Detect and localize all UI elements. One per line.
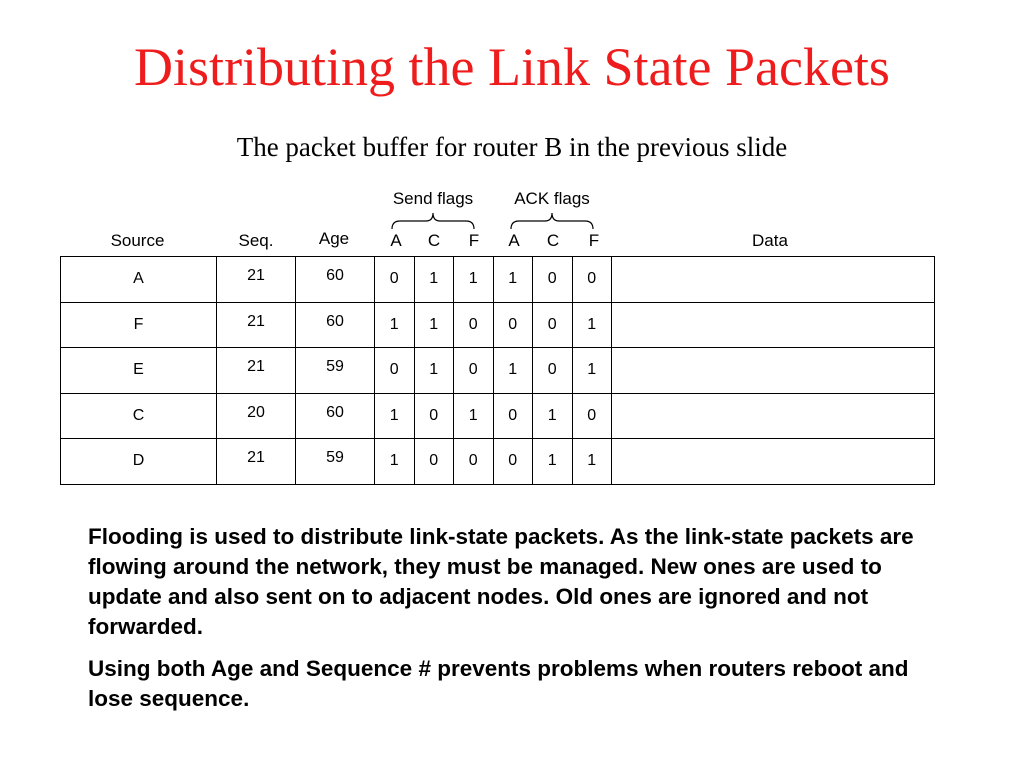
send-c-cell: 0 xyxy=(414,393,454,439)
ack-flags-brace xyxy=(509,209,595,231)
seq-value: 21 xyxy=(247,358,265,376)
header-data: Data xyxy=(752,231,788,250)
header-age: Age xyxy=(318,229,350,248)
age-value: 59 xyxy=(326,449,344,467)
source-cell: C xyxy=(61,393,217,439)
ack-c-cell: 0 xyxy=(533,302,573,348)
ack-a-cell: 0 xyxy=(493,302,533,348)
age-cell xyxy=(296,257,375,303)
seq-cell xyxy=(217,393,296,439)
ack-c-cell: 0 xyxy=(533,348,573,394)
body-paragraph-age-sequence: Using both Age and Sequence # prevents problems when routers reboot and lose sequence. xyxy=(88,656,909,711)
age-value: 60 xyxy=(326,267,344,285)
table-row xyxy=(61,393,935,439)
slide-subtitle: The packet buffer for router B in the previous slide xyxy=(236,132,788,162)
data-cell xyxy=(612,302,935,348)
seq-cell xyxy=(217,348,296,394)
ack-c-cell: 0 xyxy=(533,257,573,303)
send-flags-label: Send flags xyxy=(392,189,474,208)
ack-c-cell: 1 xyxy=(533,393,573,439)
ack-a-cell: 1 xyxy=(493,348,533,394)
send-f-cell: 0 xyxy=(454,302,494,348)
table-row xyxy=(61,348,935,394)
seq-value: 21 xyxy=(247,312,265,330)
header-seq: Seq. xyxy=(238,231,274,250)
age-value: 59 xyxy=(326,358,344,376)
source-cell: A xyxy=(61,257,217,303)
header-send-c: C xyxy=(427,231,441,250)
send-a-cell: 0 xyxy=(375,257,415,303)
send-a-cell: 1 xyxy=(375,393,415,439)
slide-body xyxy=(88,522,948,726)
data-cell xyxy=(612,257,935,303)
ack-c-cell: 1 xyxy=(533,439,573,485)
ack-a-cell: 0 xyxy=(493,393,533,439)
header-source: Source xyxy=(110,231,165,250)
header-ack-c: C xyxy=(546,231,560,250)
seq-cell xyxy=(217,302,296,348)
header-ack-a: A xyxy=(508,231,520,250)
send-f-cell: 0 xyxy=(454,439,494,485)
ack-f-cell: 0 xyxy=(572,393,612,439)
data-cell xyxy=(612,393,935,439)
source-cell: F xyxy=(61,302,217,348)
send-c-cell: 1 xyxy=(414,302,454,348)
age-cell xyxy=(296,348,375,394)
age-cell xyxy=(296,393,375,439)
table-row xyxy=(61,257,935,303)
seq-value: 20 xyxy=(247,403,265,421)
age-cell xyxy=(296,302,375,348)
ack-f-cell: 1 xyxy=(572,302,612,348)
send-c-cell: 0 xyxy=(414,439,454,485)
send-flags-brace xyxy=(390,209,476,231)
send-f-cell: 1 xyxy=(454,257,494,303)
body-paragraph-flooding: Flooding is used to distribute link-state packets. As the link-state packets are flowing around the network, they must be managed. New ones are used to update and also sent on to adjacent nodes. Old ones are ignored and not forwarded. xyxy=(88,524,914,639)
send-a-cell: 1 xyxy=(375,302,415,348)
ack-flags-label: ACK flags xyxy=(514,189,590,208)
seq-value: 21 xyxy=(247,267,265,285)
table-row xyxy=(61,439,935,485)
ack-a-cell: 1 xyxy=(493,257,533,303)
table-row xyxy=(61,302,935,348)
source-cell: D xyxy=(61,439,217,485)
seq-value: 21 xyxy=(247,449,265,467)
data-cell xyxy=(612,348,935,394)
ack-f-cell: 1 xyxy=(572,348,612,394)
age-cell xyxy=(296,439,375,485)
header-send-a: A xyxy=(390,231,402,250)
send-c-cell: 1 xyxy=(414,257,454,303)
seq-cell xyxy=(217,439,296,485)
ack-a-cell: 0 xyxy=(493,439,533,485)
slide-title: Distributing the Link State Packets xyxy=(134,37,890,97)
send-a-cell: 0 xyxy=(375,348,415,394)
packet-buffer-table xyxy=(60,256,935,485)
ack-f-cell: 0 xyxy=(572,257,612,303)
send-c-cell: 1 xyxy=(414,348,454,394)
header-ack-f: F xyxy=(588,231,600,250)
age-value: 60 xyxy=(326,403,344,421)
send-a-cell: 1 xyxy=(375,439,415,485)
age-value: 60 xyxy=(326,312,344,330)
seq-cell xyxy=(217,257,296,303)
header-send-f: F xyxy=(468,231,480,250)
send-f-cell: 0 xyxy=(454,348,494,394)
ack-f-cell: 1 xyxy=(572,439,612,485)
data-cell xyxy=(612,439,935,485)
send-f-cell: 1 xyxy=(454,393,494,439)
source-cell: E xyxy=(61,348,217,394)
